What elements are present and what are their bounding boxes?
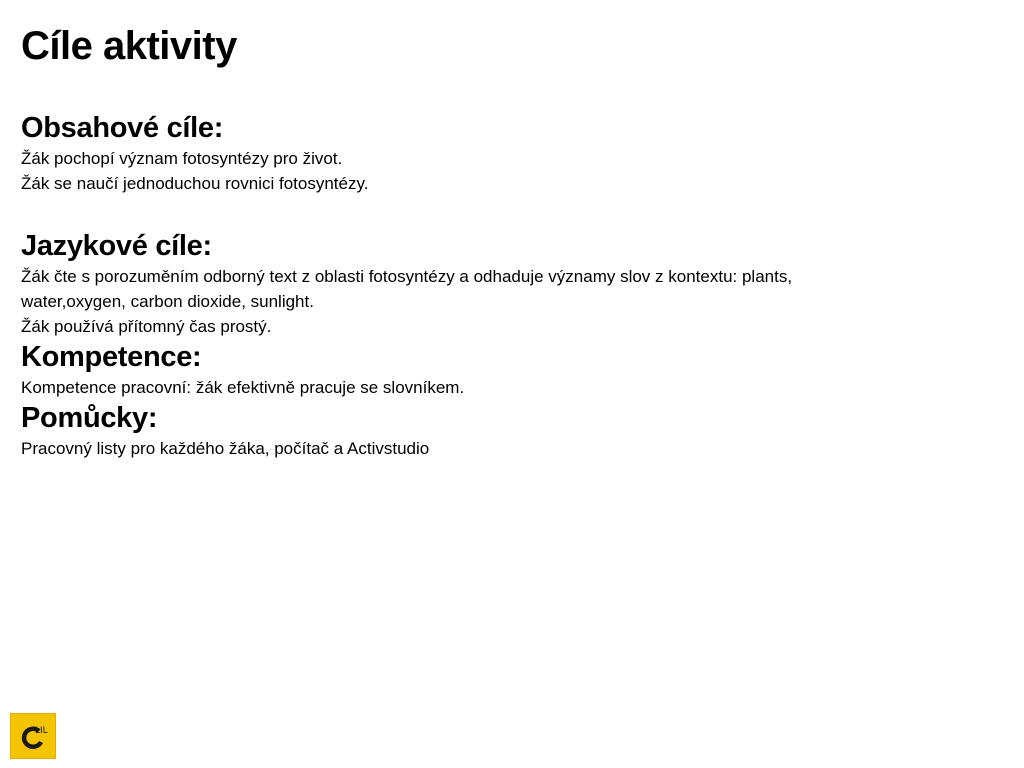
heading-content-goals: Obsahové cíle:: [21, 112, 224, 144]
slide-content: [21, 110, 981, 461]
spacer: [21, 196, 981, 228]
language-goal-line: Žák používá přítomný čas prostý.: [21, 317, 272, 336]
language-goal-line: water,oxygen, carbon dioxide, sunlight.: [21, 292, 314, 311]
slide-title: Cíle aktivity: [21, 24, 237, 68]
content-goal-line: Žák pochopí význam fotosyntézy pro život.: [21, 149, 343, 168]
logo-text: LIL: [35, 726, 48, 736]
heading-tools: Pomůcky:: [21, 402, 158, 434]
heading-competences: Kompetence:: [21, 341, 202, 373]
lil-logo: [10, 713, 56, 759]
logo-ring-icon: [11, 714, 57, 760]
tools-line: Pracovný listy pro každého žáka, počítač a Activstudio: [21, 439, 430, 458]
heading-language-goals: Jazykové cíle:: [21, 230, 212, 262]
language-goal-line: Žák čte s porozuměním odborný text z oblasti fotosyntézy a odhaduje významy slov z kontextu: plants,: [21, 267, 793, 286]
competence-line: Kompetence pracovní: žák efektivně pracuje se slovníkem.: [21, 378, 465, 397]
content-goal-line: Žák se naučí jednoduchou rovnici fotosyntézy.: [21, 174, 369, 193]
